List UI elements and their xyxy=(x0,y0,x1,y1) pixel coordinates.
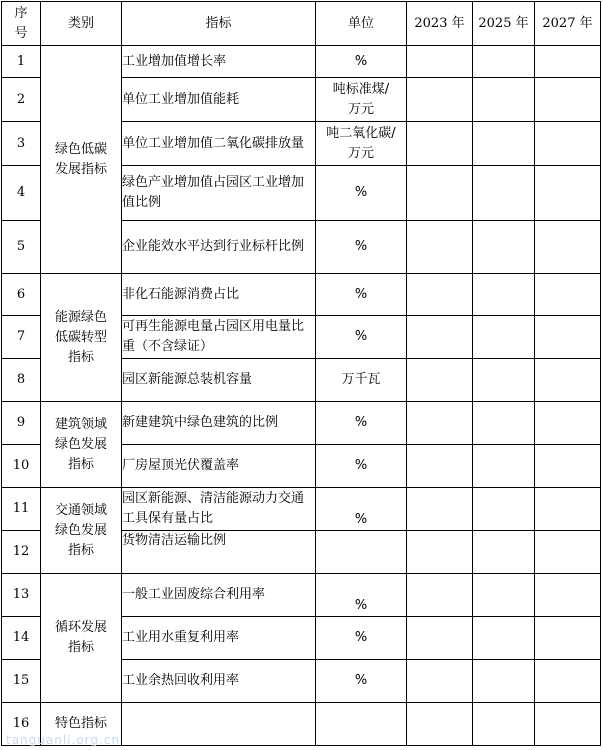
header-indicator: 指标 xyxy=(122,2,316,46)
value-2023-cell xyxy=(407,316,473,359)
value-2023-cell xyxy=(407,359,473,402)
row-number: 6 xyxy=(2,274,41,316)
value-2025-cell xyxy=(473,122,535,166)
value-2023-cell xyxy=(407,46,473,78)
value-2027-cell xyxy=(535,122,601,166)
value-2027-cell xyxy=(535,46,601,78)
unit-cell: 吨标准煤/ 万元 xyxy=(316,78,407,122)
value-2025-cell xyxy=(473,221,535,274)
unit-cell: % xyxy=(316,166,407,221)
indicator-cell: 非化石能源消费占比 xyxy=(122,274,316,316)
row-number: 12 xyxy=(2,531,41,574)
value-2023-cell xyxy=(407,488,473,531)
value-2027-cell xyxy=(535,359,601,402)
value-2025-cell xyxy=(473,660,535,703)
row-number: 9 xyxy=(2,402,41,445)
value-2023-cell xyxy=(407,531,473,574)
value-2025-cell xyxy=(473,359,535,402)
header-year-2023: 2023 年 xyxy=(407,2,473,46)
value-2025-cell xyxy=(473,274,535,316)
value-2025-cell xyxy=(473,488,535,531)
header-unit: 单位 xyxy=(316,2,407,46)
unit-cell: % xyxy=(316,574,407,617)
indicator-cell: 厂房屋顶光伏覆盖率 xyxy=(122,445,316,488)
value-2023-cell xyxy=(407,122,473,166)
value-2025-cell xyxy=(473,402,535,445)
indicator-cell: 绿色产业增加值占园区工业增加值比例 xyxy=(122,166,316,221)
value-2023-cell xyxy=(407,617,473,660)
header-year-2025: 2025 年 xyxy=(473,2,535,46)
value-2023-cell xyxy=(407,445,473,488)
value-2023-cell xyxy=(407,274,473,316)
value-2023-cell xyxy=(407,166,473,221)
table-row xyxy=(2,574,601,617)
value-2027-cell xyxy=(535,166,601,221)
row-number: 7 xyxy=(2,316,41,359)
value-2025-cell xyxy=(473,703,535,746)
row-number: 14 xyxy=(2,617,41,660)
value-2027-cell xyxy=(535,617,601,660)
header-category: 类别 xyxy=(41,2,122,46)
header-seq: 序 号 xyxy=(2,2,41,46)
row-number: 11 xyxy=(2,488,41,531)
table-row xyxy=(2,46,601,78)
value-2025-cell xyxy=(473,166,535,221)
row-number: 15 xyxy=(2,660,41,703)
indicator-cell: 单位工业增加值能耗 xyxy=(122,78,316,122)
table-row xyxy=(2,402,601,445)
unit-cell: 万千瓦 xyxy=(316,359,407,402)
value-2025-cell xyxy=(473,574,535,617)
value-2023-cell xyxy=(407,402,473,445)
header-year-2027: 2027 年 xyxy=(535,2,601,46)
row-number: 2 xyxy=(2,78,41,122)
row-number: 3 xyxy=(2,122,41,166)
row-number: 13 xyxy=(2,574,41,617)
unit-cell: % xyxy=(316,488,407,531)
value-2025-cell xyxy=(473,617,535,660)
indicator-cell: 货物清洁运输比例 xyxy=(122,531,316,574)
category-cell: 能源绿色 低碳转型 指标 xyxy=(41,274,122,402)
category-cell: 建筑领域 绿色发展 指标 xyxy=(41,402,122,488)
value-2027-cell xyxy=(535,402,601,445)
indicator-cell: 工业余热回收利用率 xyxy=(122,660,316,703)
table-row xyxy=(2,274,601,316)
value-2023-cell xyxy=(407,574,473,617)
value-2027-cell xyxy=(535,274,601,316)
unit-cell: % xyxy=(316,46,407,78)
value-2025-cell xyxy=(473,46,535,78)
indicator-cell: 新建建筑中绿色建筑的比例 xyxy=(122,402,316,445)
indicator-cell xyxy=(122,703,316,746)
indicator-cell: 单位工业增加值二氧化碳排放量 xyxy=(122,122,316,166)
value-2023-cell xyxy=(407,78,473,122)
row-number: 5 xyxy=(2,221,41,274)
row-number: 1 xyxy=(2,46,41,78)
indicator-table xyxy=(1,1,601,746)
value-2027-cell xyxy=(535,221,601,274)
unit-cell: 吨二氧化碳/ 万元 xyxy=(316,122,407,166)
unit-cell xyxy=(316,703,407,746)
value-2025-cell xyxy=(473,78,535,122)
value-2027-cell xyxy=(535,703,601,746)
value-2027-cell xyxy=(535,445,601,488)
value-2025-cell xyxy=(473,316,535,359)
category-cell: 特色指标 xyxy=(41,703,122,746)
indicator-cell: 一般工业固废综合利用率 xyxy=(122,574,316,617)
table-row xyxy=(2,488,601,531)
unit-cell: % xyxy=(316,316,407,359)
unit-cell: % xyxy=(316,274,407,316)
value-2027-cell xyxy=(535,488,601,531)
value-2025-cell xyxy=(473,445,535,488)
value-2025-cell xyxy=(473,531,535,574)
unit-cell: % xyxy=(316,445,407,488)
unit-cell: % xyxy=(316,221,407,274)
value-2027-cell xyxy=(535,78,601,122)
row-number: 10 xyxy=(2,445,41,488)
header-row xyxy=(2,2,601,46)
row-number: 4 xyxy=(2,166,41,221)
value-2027-cell xyxy=(535,316,601,359)
category-cell: 绿色低碳 发展指标 xyxy=(41,46,122,274)
indicator-cell: 工业用水重复利用率 xyxy=(122,617,316,660)
value-2023-cell xyxy=(407,660,473,703)
indicator-cell: 园区新能源总装机容量 xyxy=(122,359,316,402)
value-2023-cell xyxy=(407,703,473,746)
category-cell: 循环发展 指标 xyxy=(41,574,122,703)
value-2023-cell xyxy=(407,221,473,274)
indicator-cell: 企业能效水平达到行业标杆比例 xyxy=(122,221,316,274)
unit-cell xyxy=(316,531,407,574)
category-cell: 交通领域 绿色发展 指标 xyxy=(41,488,122,574)
watermark-text: tanguanli.org.cn xyxy=(6,733,121,747)
row-number: 16 xyxy=(2,703,41,746)
value-2027-cell xyxy=(535,574,601,617)
unit-cell: % xyxy=(316,617,407,660)
value-2027-cell xyxy=(535,531,601,574)
unit-cell: % xyxy=(316,402,407,445)
row-number: 8 xyxy=(2,359,41,402)
unit-cell: % xyxy=(316,660,407,703)
indicator-cell: 可再生能源电量占园区用电量比重（不含绿证） xyxy=(122,316,316,359)
indicator-cell: 工业增加值增长率 xyxy=(122,46,316,78)
value-2027-cell xyxy=(535,660,601,703)
indicator-cell: 园区新能源、清洁能源动力交通工具保有量占比 xyxy=(122,488,316,531)
